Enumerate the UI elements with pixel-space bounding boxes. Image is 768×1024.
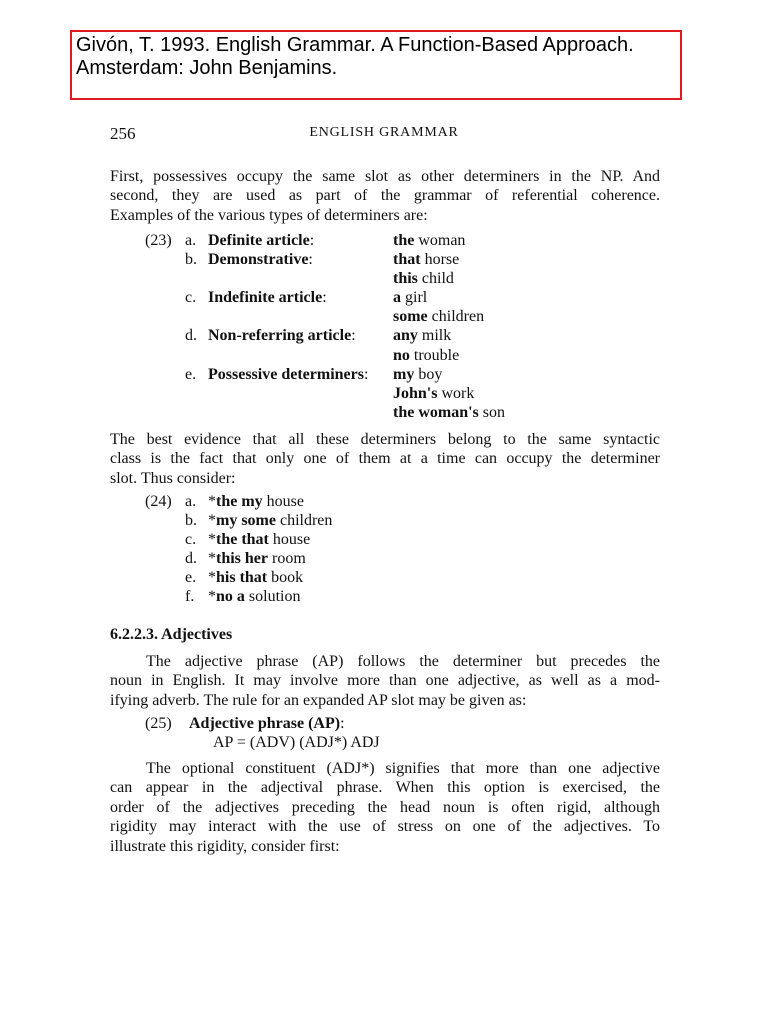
citation-line-2: Amsterdam: John Benjamins.	[76, 57, 338, 79]
example-row: b. Demonstrative: that horse	[185, 251, 460, 269]
example-label: Non-referring article	[208, 327, 352, 345]
example-23	[145, 231, 565, 422]
example-word: the woman's	[393, 403, 479, 421]
example-word: that	[393, 251, 421, 269]
rule-formula: AP = (ADV) (ADJ*) ADJ	[213, 734, 380, 752]
paragraph-line: The adjective phrase (AP) follows the determiner but precedes the	[146, 653, 660, 670]
example-label: Possessive determiners	[208, 365, 364, 383]
example-row: this child	[393, 270, 454, 288]
example-24	[145, 492, 445, 607]
paragraph-line: second, they are used as part of the grammar of referential coherence.	[110, 187, 660, 205]
example-word: any	[393, 327, 418, 345]
example-label: Definite article	[208, 232, 310, 249]
example-word: my	[393, 365, 415, 383]
example-row: some children	[393, 308, 485, 326]
paragraph-line: The optional constituent (ADJ*) signifies that more than one adjective	[146, 760, 660, 777]
example-row: (23) a. Definite article: the woman	[145, 232, 466, 249]
example-row: John's work	[393, 384, 475, 402]
paragraph-3	[110, 652, 660, 710]
paragraph-line: class is the fact that only one of them at a time can occupy the determiner	[110, 450, 660, 468]
section-heading: 6.2.2.3. Adjectives	[110, 626, 233, 643]
example-word: a	[393, 289, 401, 307]
example-word: my some	[216, 512, 276, 530]
paragraph-4	[110, 759, 660, 856]
example-letter: b.	[185, 251, 197, 269]
example-word: some	[393, 308, 428, 326]
example-letter: c.	[185, 531, 197, 549]
example-word: the my	[216, 493, 263, 510]
example-word: this	[393, 270, 418, 288]
paragraph-line: illustrate this rigidity, consider first:	[110, 837, 340, 855]
paragraph-1	[110, 167, 660, 225]
example-row: d. Non-referring article: any milk	[185, 327, 452, 345]
example-row: f. *no a solution	[185, 588, 301, 606]
example-letter: d.	[185, 327, 197, 345]
example-row: (24) a. *the my house	[145, 493, 304, 510]
example-row: the woman's son	[393, 403, 506, 421]
paragraph-line: slot. Thus consider:	[110, 469, 236, 487]
example-word: John's	[393, 384, 438, 402]
paragraph-line: can appear in the adjectival phrase. When this option is exercised, the	[110, 779, 660, 797]
example-25	[145, 714, 380, 753]
example-number: (25)	[145, 715, 172, 732]
example-label: Demonstrative	[208, 251, 309, 269]
paragraph-line: The best evidence that all these determiners belong to the same syntactic	[110, 431, 660, 448]
example-row: b. *my some children	[185, 512, 333, 530]
example-word: no a	[216, 588, 245, 606]
example-word: the	[393, 232, 415, 249]
rule-title: Adjective phrase (AP)	[189, 715, 341, 732]
example-letter: d.	[185, 550, 197, 568]
page-number: 256	[110, 124, 136, 143]
example-row: c. Indefinite article: a girl	[185, 289, 428, 307]
running-head: ENGLISH GRAMMAR	[309, 125, 459, 140]
citation-box	[70, 30, 682, 100]
example-number: (23)	[145, 232, 172, 249]
example-letter: c.	[185, 289, 197, 307]
example-row: e. *his that book	[185, 569, 304, 587]
example-number: (24)	[145, 493, 172, 510]
paragraph-line: First, possessives occupy the same slot as other determiners in the NP. And	[110, 168, 660, 185]
example-letter: e.	[185, 365, 197, 383]
paragraph-line: noun in English. It may involve more than one adjective, as well as a mod-	[110, 672, 660, 690]
example-word: this her	[216, 550, 268, 568]
rule-title-row: (25) Adjective phrase (AP):	[145, 715, 345, 732]
example-row: d. *this her room	[185, 550, 306, 568]
example-row: c. *the that house	[185, 531, 311, 549]
citation-line-1: Givón, T. 1993. English Grammar. A Function-Based Approach.	[76, 34, 634, 56]
example-letter: a.	[185, 232, 197, 249]
example-word: his that	[216, 569, 268, 587]
paragraph-line: ifying adverb. The rule for an expanded AP slot may be given as:	[110, 691, 527, 709]
paragraph-line: rigidity may interact with the use of stress on one of the adjectives. To	[110, 818, 660, 836]
example-row: no trouble	[393, 346, 460, 364]
example-letter: f.	[185, 588, 195, 606]
paragraph-2	[110, 430, 660, 488]
paragraph-line: order of the adjectives preceding the head noun is often rigid, although	[110, 798, 660, 816]
example-label: Indefinite article	[208, 289, 323, 307]
example-letter: e.	[185, 569, 197, 587]
example-word: the that	[216, 531, 269, 549]
example-row: e. Possessive determiners: my boy	[185, 365, 443, 383]
example-letter: b.	[185, 512, 197, 530]
example-word: no	[393, 346, 410, 364]
page-header	[0, 124, 768, 146]
paragraph-line: Examples of the various types of determiners are:	[110, 206, 428, 224]
example-letter: a.	[185, 493, 197, 510]
